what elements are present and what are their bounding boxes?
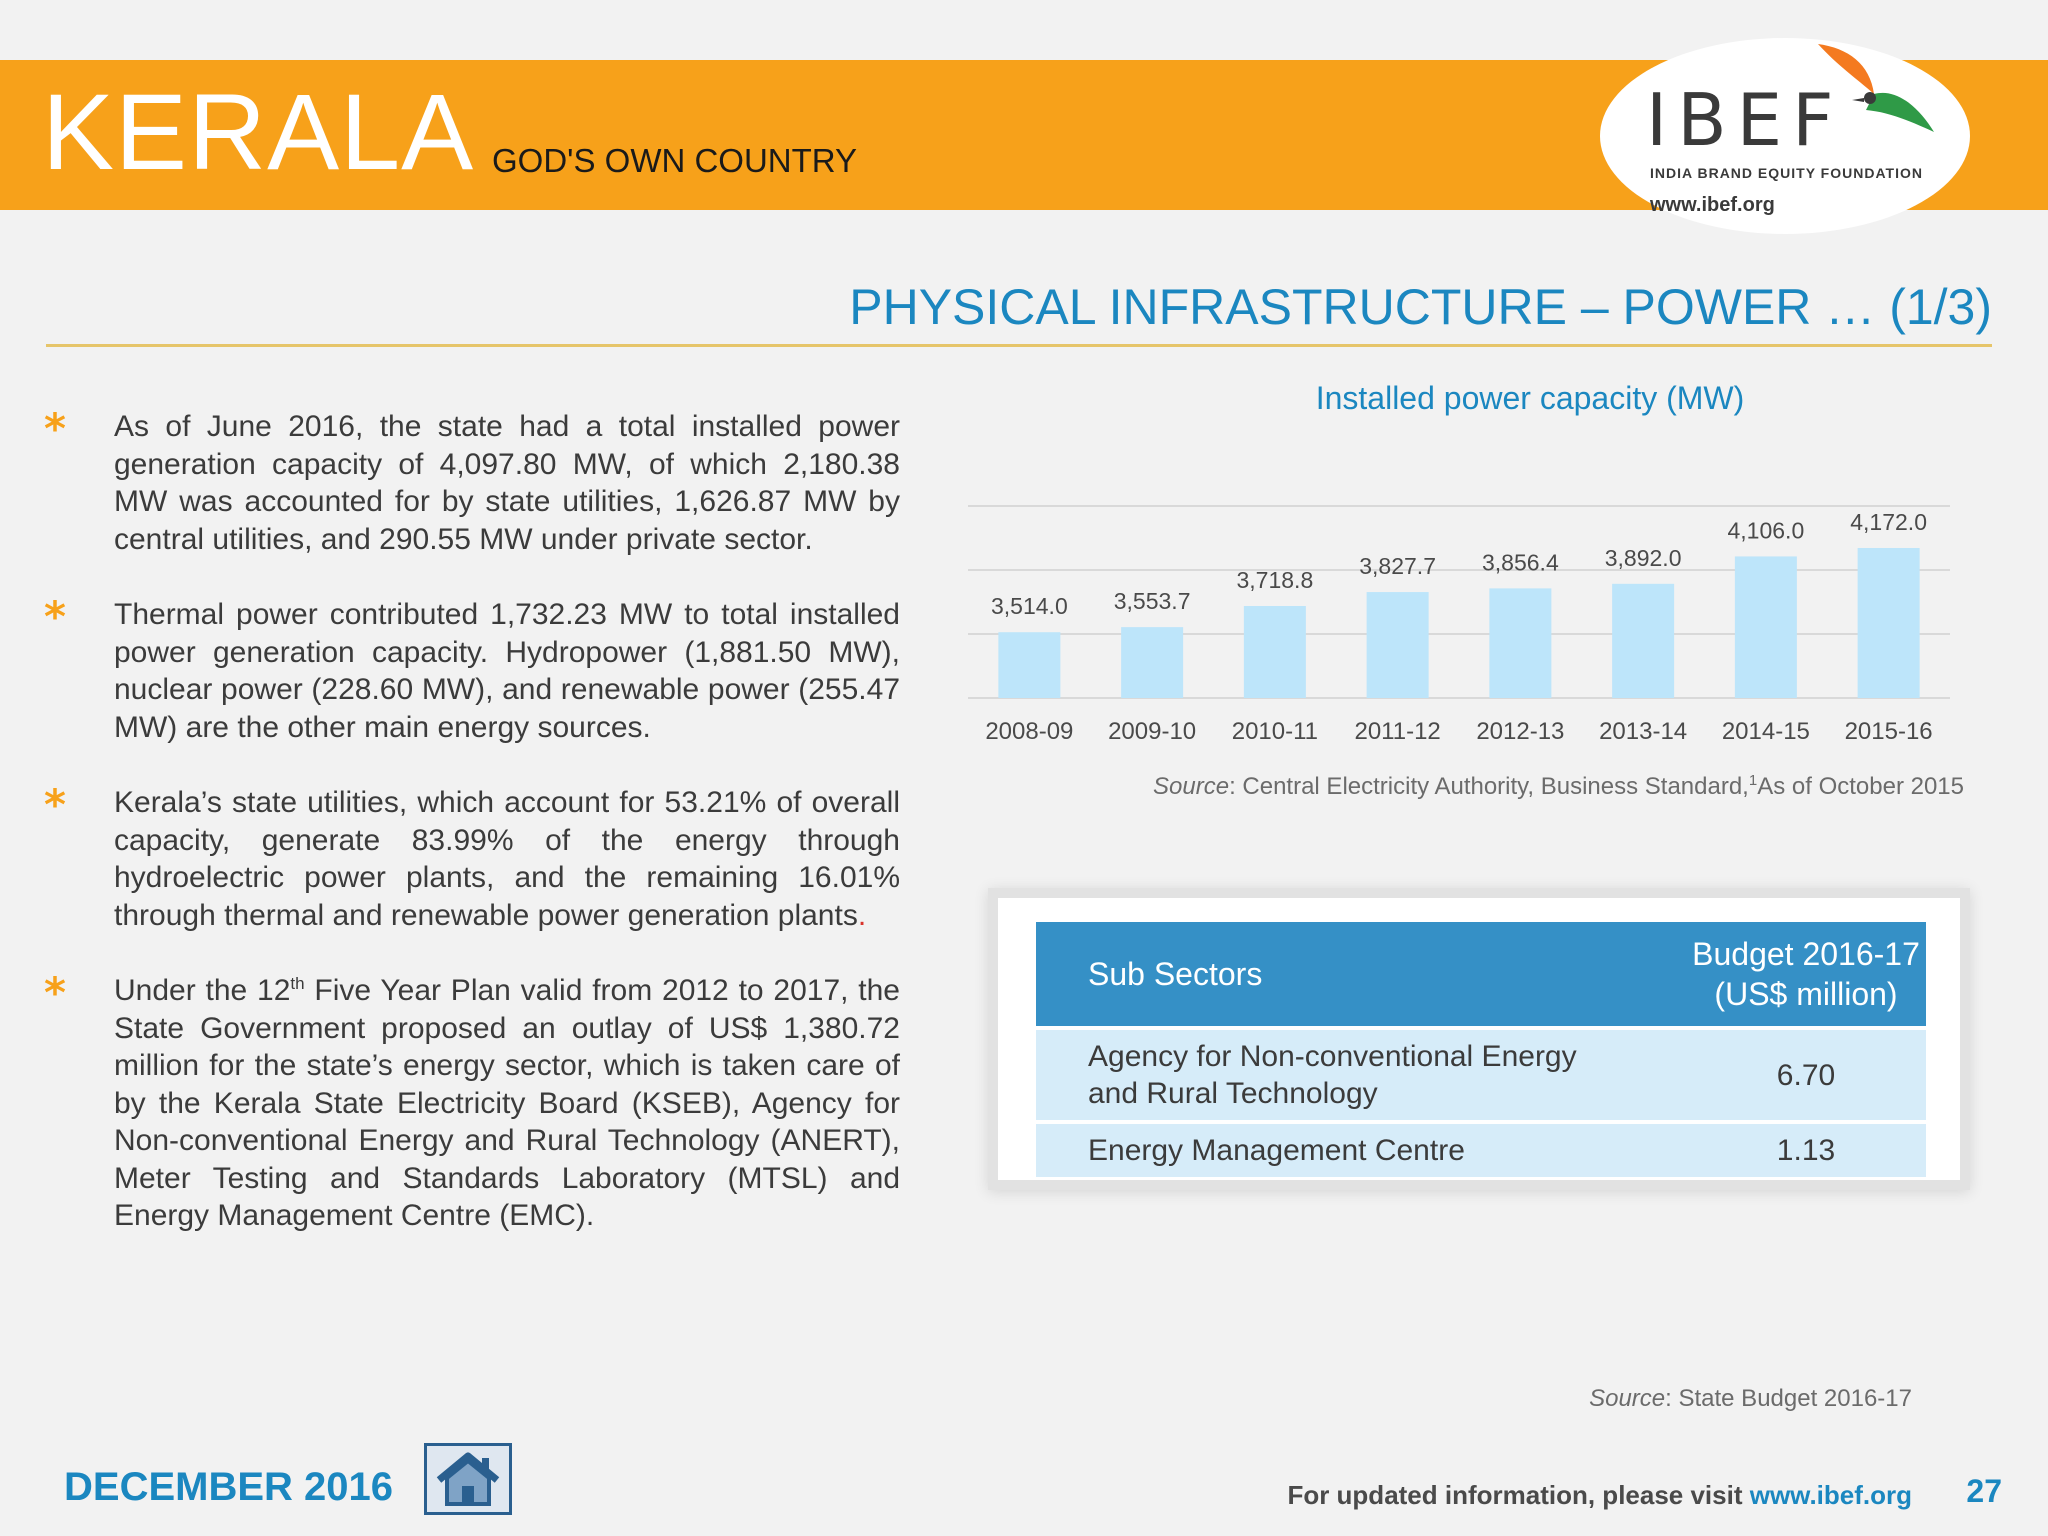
chart-x-tick-label: 2012-13	[1476, 718, 1565, 745]
chart-x-tick-label: 2014-15	[1721, 718, 1810, 745]
chart-source-text: : Central Electricity Authority, Business Standard,	[1229, 773, 1749, 800]
chart-source	[1153, 773, 1964, 801]
ibef-logo-text: IBEF	[1646, 78, 1844, 162]
chart-x-tick-label: 2015-16	[1844, 718, 1933, 745]
table-row	[1036, 1124, 1926, 1177]
table-cell-budget: 1.13	[1686, 1124, 1926, 1177]
bullet-item	[44, 592, 900, 746]
table-header-row	[1036, 922, 1926, 1026]
bullet-text: Kerala’s state utilities, which account for 53.21% of overall capacity, generate 83.99% of the energy through hydroelectric power plants, and the remaining 16.01% through thermal and renewable power generation plants	[114, 786, 900, 932]
bullet-item	[44, 780, 900, 934]
table-source	[1589, 1385, 1912, 1413]
chart-title: Installed power capacity (MW)	[1315, 380, 1745, 416]
home-button[interactable]	[424, 1443, 512, 1515]
footer-visit	[1287, 1480, 1912, 1511]
chart-x-tick-label: 2009-10	[1108, 718, 1197, 745]
state-tagline: GOD'S OWN COUNTRY	[492, 142, 858, 179]
chart-data-label: 3,827.7	[1359, 553, 1436, 580]
page-title: PHYSICAL INFRASTRUCTURE – POWER … (1/3)	[849, 279, 1992, 335]
chart-data-label: 3,892.0	[1604, 544, 1682, 571]
table-cell-sector	[1036, 1124, 1686, 1177]
header-budget	[1686, 922, 1926, 1026]
chart-bar	[1244, 606, 1306, 698]
chart-bar	[998, 632, 1060, 698]
chart-bar	[1367, 592, 1429, 698]
chart-x-tick-label: 2011-12	[1354, 718, 1441, 745]
header-sub-sectors: Sub Sectors	[1036, 922, 1686, 1026]
footer-visit-text: For updated information, please visit	[1287, 1480, 1750, 1510]
asterisk-bullet-icon: *	[44, 968, 66, 1017]
footer-visit-link[interactable]: www.ibef.org	[1749, 1480, 1912, 1510]
header-budget-line2: (US$ million)	[1714, 976, 1898, 1012]
bullet-text: Five Year Plan valid from 2012 to 2017, the State Government proposed an outlay of US$ 1,380.72 million for the state’s energy sector, which is taken care of by the Kerala State Electricity Board (KSEB), Agency for Non-conventional Energy and Rural Technology (ANERT), Meter Testing and Standards Laboratory (MTSL) and Energy Management Centre (EMC).	[114, 974, 900, 1232]
chart-source-note-mark: 1	[1748, 772, 1758, 789]
state-name: KERALA	[42, 71, 475, 192]
header-budget-line1: Budget 2016-17	[1692, 936, 1920, 972]
bullet-list	[44, 404, 900, 1273]
page-number: 27	[1966, 1473, 2002, 1509]
table-cell-sector	[1036, 1030, 1686, 1120]
table-row	[1036, 1030, 1926, 1120]
bullet-text: As of June 2016, the state had a total installed power generation capacity of 4,097.80 MW, of which 2,180.38 MW was accounted for by state utilities, 1,626.87 MW by central utilities, and 290.55 MW under private sector.	[114, 410, 900, 556]
chart-source-label: Source	[1153, 773, 1230, 800]
chart-x-tick-label: 2013-14	[1599, 718, 1688, 745]
sector-line1: Energy Management Centre	[1088, 1134, 1465, 1167]
bullet-text: Thermal power contributed 1,732.23 MW to total installed power generation capacity. Hydropower (1,881.50 MW), nuclear power (228.60 MW), and renewable power (255.47 MW) are the other main energy sources.	[114, 598, 900, 744]
title-divider	[46, 344, 1992, 347]
chart-bar	[1858, 548, 1920, 698]
chart-bar	[1735, 556, 1797, 698]
chart-data-label: 3,718.8	[1236, 566, 1314, 593]
budget-table	[1036, 918, 1926, 1181]
table-source-label: Source	[1589, 1385, 1666, 1412]
chart-data-label: 4,172.0	[1850, 508, 1927, 535]
bullet-end-mark: .	[857, 898, 867, 932]
chart-x-tick-label: 2008-09	[985, 718, 1074, 745]
chart-bar	[1612, 584, 1674, 698]
chart-source-note: As of October 2015	[1757, 773, 1964, 800]
chart-bar	[1489, 588, 1551, 698]
sector-line1: Agency for Non-conventional Energy	[1088, 1040, 1577, 1073]
bullet-superscript: th	[290, 974, 305, 993]
bullet-item	[44, 968, 900, 1235]
chart-bar	[1121, 627, 1183, 698]
chart-data-label: 3,553.7	[1113, 588, 1191, 615]
chart-data-label: 4,106.0	[1727, 517, 1805, 544]
bullet-item	[44, 404, 900, 558]
ibef-logo-subtitle: INDIA BRAND EQUITY FOUNDATION	[1650, 165, 1923, 181]
installed-capacity-chart	[950, 480, 1950, 760]
ibef-logo-url[interactable]: www.ibef.org	[1650, 194, 1775, 216]
table-source-text: : State Budget 2016-17	[1665, 1385, 1912, 1412]
chart-data-label: 3,514.0	[991, 593, 1068, 620]
home-icon	[427, 1446, 509, 1512]
asterisk-bullet-icon: *	[44, 780, 66, 829]
sector-line2: and Rural Technology	[1088, 1077, 1378, 1110]
chart-x-tick-label: 2010-11	[1231, 718, 1319, 745]
table-cell-budget: 6.70	[1686, 1030, 1926, 1120]
bullet-text: Under the 12	[114, 974, 291, 1007]
asterisk-bullet-icon: *	[44, 592, 66, 641]
chart-data-label: 3,856.4	[1482, 549, 1559, 576]
footer-date: DECEMBER 2016	[64, 1465, 394, 1509]
asterisk-bullet-icon: *	[44, 404, 66, 453]
